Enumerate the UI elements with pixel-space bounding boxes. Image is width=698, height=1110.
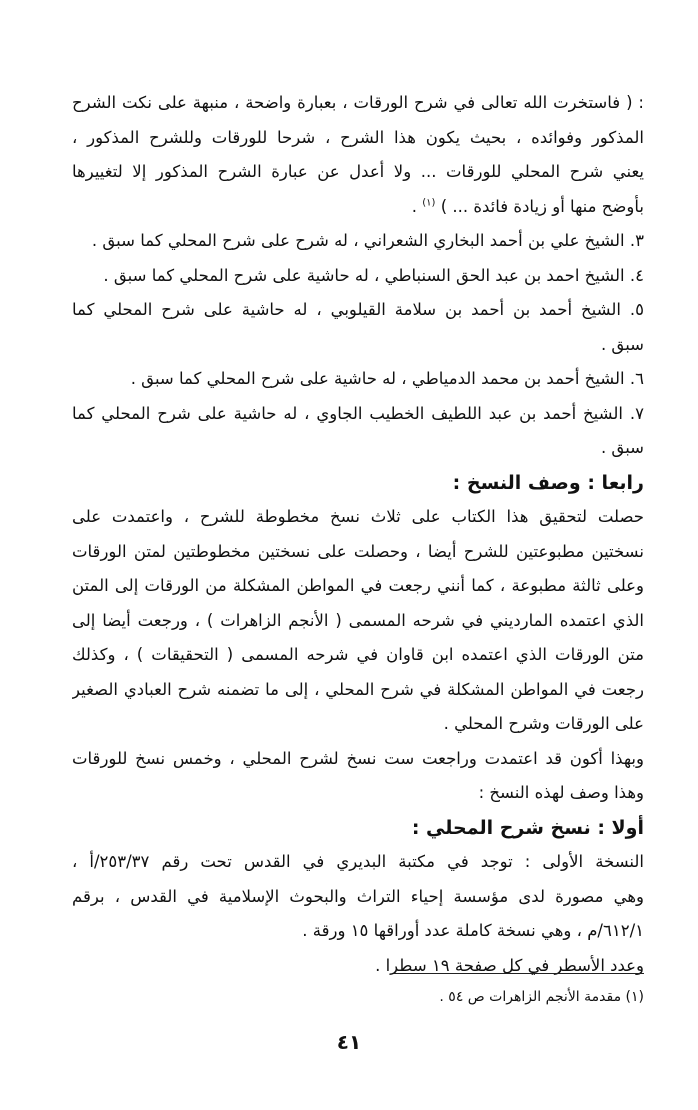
text-line: المذكور وفوائده ، بحيث يكون هذا الشرح ، شرحا للورقات وللشرح المذكور ، (72, 127, 644, 147)
text-line: نسختين مطبوعتين للشرح أيضا ، وحصلت على نسختين مخطوطتين لمتن الورقات (72, 541, 644, 561)
text-segment: بأوضح منها أو زيادة فائدة ... ) (440, 196, 644, 216)
footnote-divider (394, 973, 644, 974)
text-line: ٦١٢/١/م ، وهي نسخة كاملة عدد أوراقها ١٥ ورقة . (302, 921, 644, 940)
page-number: ٤١ (336, 1030, 362, 1054)
text-line: وهي مصورة لدى مؤسسة إحياء التراث والبحوث الإسلامية في القدس ، برقم (72, 886, 644, 906)
list-item-4: ٤. الشيخ احمد بن عبد الحق السنباطي ، له حاشية على شرح المحلي كما سبق . (103, 265, 644, 285)
section-heading: رابعا : وصف النسخ : (452, 471, 644, 494)
list-item-7: ٧. الشيخ أحمد بن عبد اللطيف الخطيب الجاوي ، له حاشية على شرح المحلي كما (72, 403, 644, 423)
list-item-6: ٦. الشيخ أحمد بن محمد الدمياطي ، له حاشية على شرح المحلي كما سبق . (130, 369, 644, 388)
text-line: حصلت لتحقيق هذا الكتاب على ثلاث نسخ مخطوطة للشرح ، واعتمدت على (72, 507, 644, 526)
main-text (72, 86, 644, 983)
list-item-3: ٣. الشيخ علي بن أحمد البخاري الشعراني ، له شرح على شرح المحلي كما سبق . (91, 231, 644, 250)
text-line: وعدد الأسطر في كل صفحة ١٩ سطرا . (375, 955, 644, 975)
footnote: (١) مقدمة الأنجم الزاهرات ص ٥٤ . (439, 989, 644, 1005)
text-line: وعلى ثالثة مطبوعة ، كما أنني رجعت في المواطن المشكلة من الورقات إلى المتن (72, 576, 644, 595)
text-line: النسخة الأولى : توجد في مكتبة البديري في القدس تحت رقم ٢٥٣/٣٧/أ ، (72, 852, 644, 871)
subheading: أولا : نسخ شرح المحلي : (411, 816, 644, 839)
text-line: الذي اعتمده المارديني في شرحه المسمى ( الأنجم الزاهرات ) ، ورجعت أيضا إلى (72, 610, 644, 630)
text-line: يعني شرح المحلي للورقات ... ولا أعدل عن عبارة الشرح المذكور إلا لتغييرها (72, 162, 644, 181)
text-line: وهذا وصف لهذه النسخ : (478, 783, 644, 802)
text-line: : ( فاستخرت الله تعالى في شرح الورقات ، بعبارة واضحة ، منبهة على نكت الشرح (72, 93, 644, 112)
list-item-5-cont: سبق . (600, 334, 644, 354)
list-item-5: ٥. الشيخ أحمد بن أحمد بن سلامة القيلوبي ، له حاشية على شرح المحلي كما (72, 300, 644, 319)
footnote-marker: (١) (422, 197, 436, 208)
text-line: على الورقات وشرح المحلي . (443, 714, 644, 733)
list-item-7-cont: سبق . (600, 438, 644, 457)
text-line: متن الورقات الذي اعتمده ابن قاوان في شرحه المسمى ( التحقيقات ) ، وكذلك (72, 645, 644, 664)
text-line: بأوضح منها أو زيادة فائدة ... ) $^{(١)}$ . (411, 196, 644, 216)
text-line: رجعت في المواطن المشكلة في شرح المحلي ، إلى ما تضمنه شرح العبادي الصغير (72, 679, 644, 699)
text-line: وبهذا أكون قد اعتمدت وراجعت ست نسخ لشرح المحلي ، وخمس نسخ للورقات (72, 748, 644, 768)
